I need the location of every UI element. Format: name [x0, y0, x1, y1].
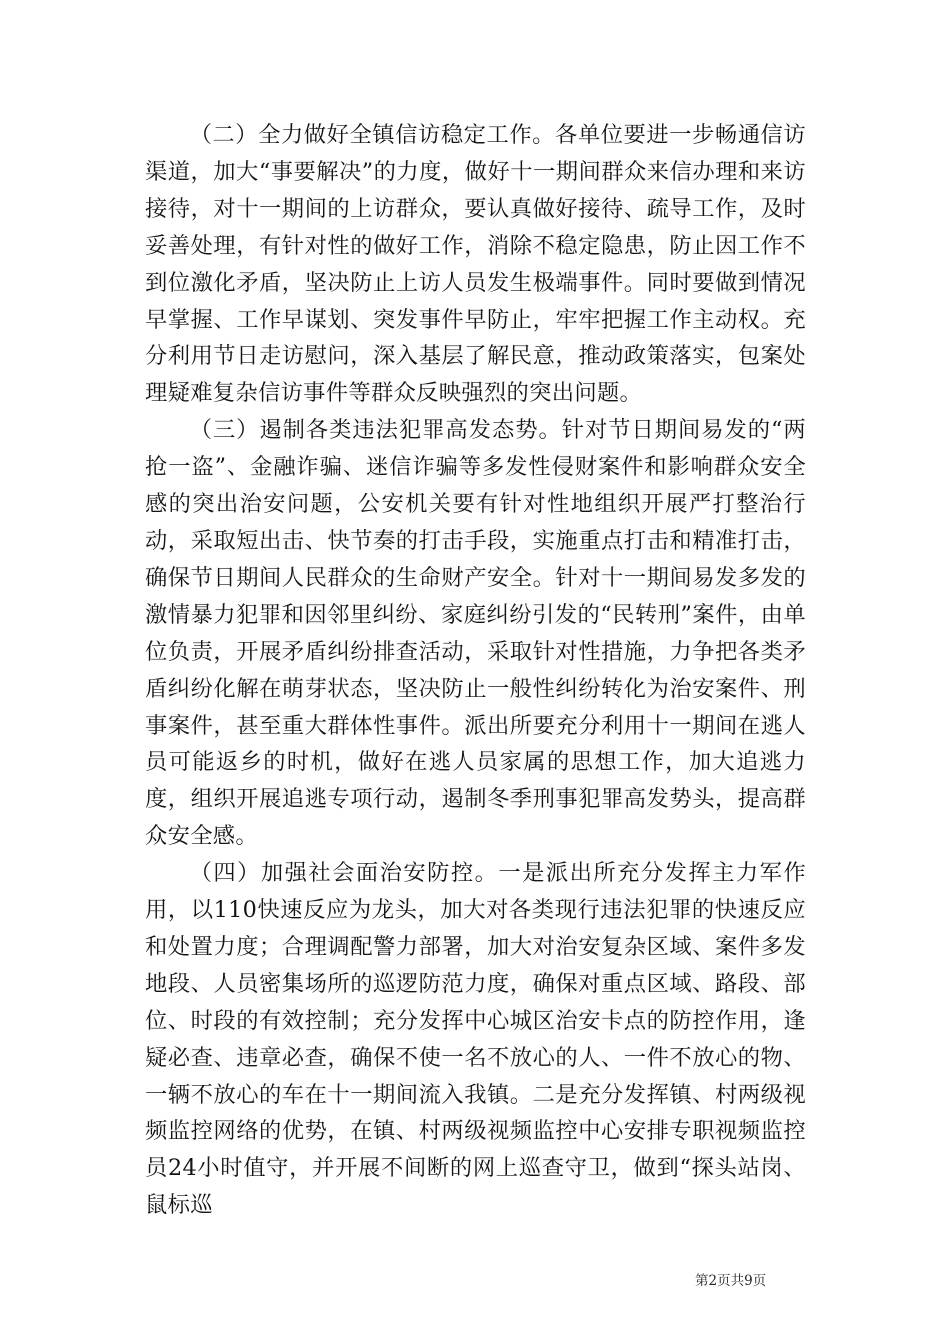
page-number-footer: 第2页共9页: [695, 1273, 767, 1289]
paragraph-letters-visits: （二）全力做好全镇信访稳定工作。各单位要进一步畅通信访渠道，加大“事要解决”的力度，做好十一期间群众来信办理和来访接待，对十一期间的上访群众，要认真做好接待、疏导工作，及时妥善处理，有针对性的做好工作，消除不稳定隐患，防止因工作不到位激化矛盾，坚决防止上访人员发生极端事件。同时要做到情况早掌握、工作早谋划、突发事件早防止，牢牢把握工作主动权。充分利用节日走访慰问，深入基层了解民意，推动政策落实，包案处理疑难复杂信访事件等群众反映强烈的突出问题。: [145, 122, 806, 407]
paragraph-crime-control: （三）遏制各类违法犯罪高发态势。针对节日期间易发的“两抢一盗”、金融诈骗、迷信诈骗等多发性侵财案件和影响群众安全感的突出治安问题，公安机关要有针对性地组织开展严打整治行动，采取短出击、快节奏的打击手段，实施重点打击和精准打击，确保节日期间人民群众的生命财产安全。针对十一期间易发多发的激情暴力犯罪和因邻里纠纷、家庭纠纷引发的“民转刑”案件，由单位负责，开展矛盾纠纷排查活动，采取针对性措施，力争把各类矛盾纠纷化解在萌芽状态，坚决防止一般性纠纷转化为治安案件、刑事案件，甚至重大群体性事件。派出所要充分利用十一期间在逃人员可能返乡的时机，做好在逃人员家属的思想工作，加大追逃力度，组织开展追逃专项行动，遏制冬季刑事犯罪高发势头，提高群众安全感。: [145, 417, 806, 850]
paragraph-public-security: （四）加强社会面治安防控。一是派出所充分发挥主力军作用，以110快速反应为龙头，加大对各类现行违法犯罪的快速反应和处置力度；合理调配警力部署，加大对治安复杂区域、案件多发地段、人员密集场所的巡逻防范力度，确保对重点区域、路段、部位、时段的有效控制；充分发挥中心城区治安卡点的防控作用，逢疑必查、违章必查，确保不使一名不放心的人、一件不放心的物、一辆不放心的车在十一期间流入我镇。二是充分发挥镇、村两级视频监控网络的优势，在镇、村两级视频监控中心安排专职视频监控员24小时值守，并开展不间断的网上巡查守卫，做到“探头站岗、鼠标巡: [145, 860, 806, 1219]
document-body: [145, 117, 806, 1224]
